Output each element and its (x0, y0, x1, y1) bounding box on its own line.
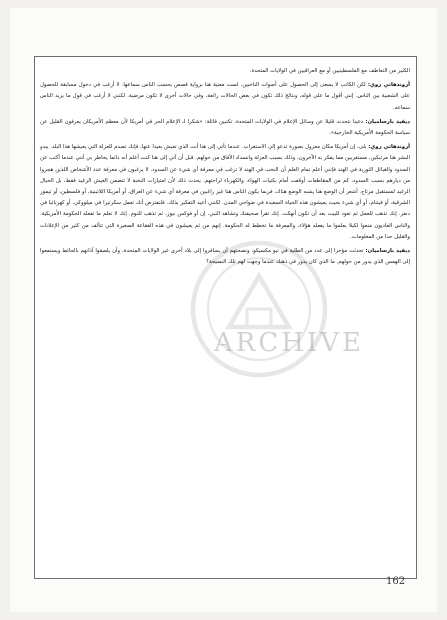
paragraph-text: تحدثت مؤخرا إلى عدد من الطلبة في نيو مكسيكو، ونصحتهم أن يسافروا إلى بلاد أخرى غير الولايات المتحدة، وأن يلصقوا آذانهم بالحائط ويستمعوا إلى الهمس الذي يدور من حولهم. ما الذي كان يدور في ذهنك عندما وجهت لهم تلك النصيحة؟ (40, 248, 410, 266)
speaker-name: أروندهاتي روي: (367, 82, 410, 89)
speaker-name: ديفيد بارساميان: (365, 248, 410, 255)
paragraph (40, 66, 410, 77)
paragraph (40, 117, 410, 139)
paragraph-text: لكن الكاتب لا يسعى إلى الحصول على أصوات الناخبين. لست معنية هنا برواية قصص بحسب الناس سماعها. لا أرغب في دخول مسابقة للحصول على الشعبية بين الناس. إنني أقول ما علي قوله، ونتائج ذلك تكون في بعض الحالات رائعة، وفي حالات أخرى لا تكون مرضية. لكنني لا أرغب في قول ما يريد الناس سماعه. (40, 82, 410, 111)
watermark-text: ARCHIVE (214, 328, 364, 358)
speaker-name: أروندهاتي روي: (368, 144, 410, 151)
page-body-text (40, 66, 410, 271)
paragraph-text: الكثير من التعاطف مع الفلسطينيين أو مع العراقيين في الولايات المتحدة. (249, 68, 410, 74)
speaker-name: ديفيد بارساميان: (365, 118, 410, 125)
paragraph (40, 80, 410, 114)
paragraph-text: بلى، إن أمريكا مكان معزول بصورة تدعو إلى الاستغراب. عندما تأتي إلى هنا أنت الذي تعيش بعيدا عنها، فإنك تصدم للعزلة التي يعيشها هذا البلد. يبدو البشر هنا مرتبكين، مستغربين مما يفكر به الآخرون، وذلك بسبب العزلة وانسداد الآفاق من حولهم. قبل أن آتي إلى هنا كنت أعلم أنه دائما يخاطر بي أنني عندما أكتب عن السدود والقبائل الثورية في الهند فإنني أعلم تمام العلم أن النخب في الهند لا ترغب في معرفة أي شيء عن السدود. لا يرغبون في معرفة عدد الأشخاص اللذين هجروا من ديارهم بسبب السدود، كم من المقاطعات أوقفت أمام بكتيات الهواء، والكهرباء لراحتهم. يحدث ذلك لأن امتيازات النخبة لا تتضمن العيش الرغيد فقط، بل الخيال الرغيد لمستقبل مرتاح. أشعر أن الوضع هنا يشبه الوضع هناك، فربما يكون الناس هنا غير راغبين في معرفة أي شيء عن العراق، أو أمريكا اللاتينية، أو فلسطين، أو تيمور الشرقية، أو فيتنام، أو أي شيء بحيث يعيشون هذه الحياة السعيدة في ضواحي المدن. لكنني أعيد التفكير بذلك. فلنفترض أنك تعمل سكرتيرا في ميلووكي، أو كهربائيا في دنفر. إنك تذهب للعمل ثم تعود للبيت بعد أن تكون أنهكت. إنك تقرأ صحيفتك وتشاهد التبي. إن أو فوكس نيوز، ثم تذهب للنوم. إنك لا تعلم ما تفعله الحكومة الأمريكية. والناس العاديون منعوا لكيلا يعلموا ما يفعله هؤلاء، والمعرفة ما تخطط له الحكومة. إنهم من ثم يعيشون في هذه الفقاعة الصغيرة التي تتألف من كثير من الإعلانات والقليل جدا من المعلومات. (40, 144, 410, 240)
paragraph (40, 246, 410, 268)
page-number: 162 (386, 576, 406, 587)
paragraph-text: دعينا نتحدث قليلا عن وسائل الإعلام في الولايات المتحدة. تكتبين قائلة: «شكرا لـ الإعلام الحر في أمريكا لأن معظم الأمريكان يعرفون القليل عن سياسة الحكومة الأمريكية الخارجية». (40, 118, 410, 137)
paragraph (40, 142, 410, 243)
